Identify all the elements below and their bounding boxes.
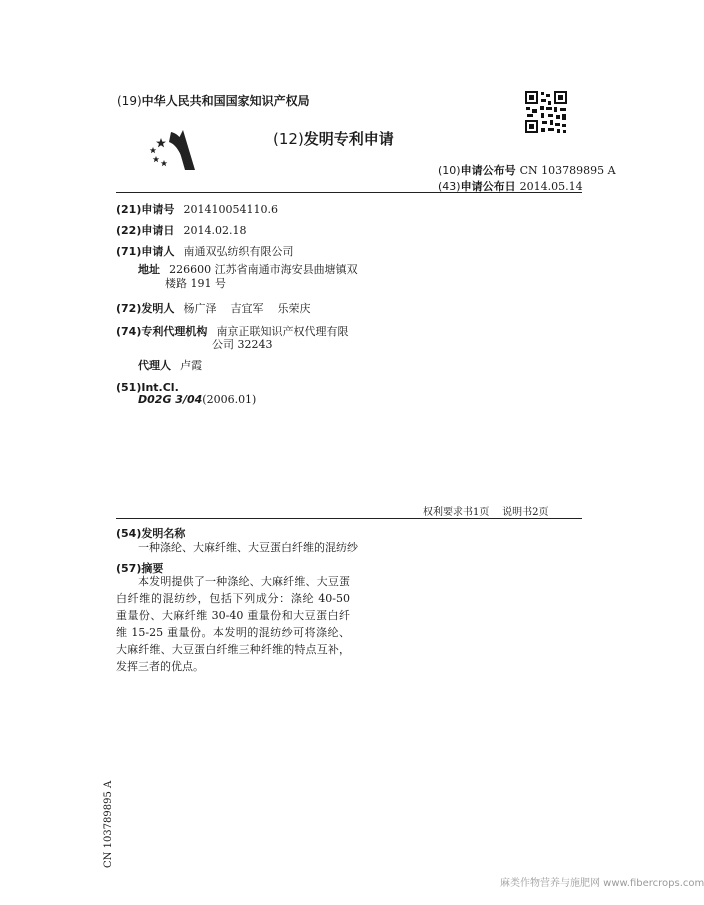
qr-code-icon: [524, 90, 568, 134]
applicant: (71)申请人 南通双弘纺织有限公司: [116, 245, 294, 258]
applicant-value: 南通双弘纺织有限公司: [183, 245, 294, 258]
office-name: 中华人民共和国国家知识产权局: [141, 94, 310, 108]
doc-type: 发明专利申请: [303, 130, 394, 148]
invention-title: 一种涤纶、大麻纤维、大豆蛋白纤维的混纺纱: [138, 541, 358, 554]
office-heading: [117, 92, 310, 109]
publication-number-value: CN 103789895 A: [519, 164, 616, 177]
inventors-value: 杨广泽 吉宜军 乐荣庆: [183, 302, 311, 315]
cnipa-emblem-icon: [147, 126, 197, 172]
abstract-heading: (57)摘要: [116, 562, 164, 575]
agency-line-1: 南京正联知识产权代理有限: [216, 325, 349, 338]
int-cl: (51)Int.Cl.: [116, 381, 179, 394]
ipc-class: D02G 3/04: [138, 393, 203, 406]
address-line-1: 226600 江苏省南通市海安县曲塘镇双: [169, 263, 358, 276]
address: 地址 226600 江苏省南通市海安县曲塘镇双: [138, 263, 358, 276]
abstract-text: 本发明提供了一种涤纶、大麻纤维、大豆蛋白纤维的混纺纱，包括下列成分：涤纶 40-50 重量份、大麻纤维 30-40 重量份和大豆蛋白纤维 15-25 重量份。本发明的混纺纱可将涤纶、大麻纤维、大豆蛋白纤维三种纤维的特点互补，发挥三者的优点。: [116, 575, 350, 673]
publication-date: (43)申请公布日 2014.05.14: [438, 180, 583, 193]
header-rule: [116, 192, 582, 193]
agent-value: 卢霞: [180, 359, 203, 372]
application-number: (21)申请号 201410054110.6: [116, 203, 278, 216]
publication-date-value: 2014.05.14: [519, 180, 583, 193]
application-number-value: 201410054110.6: [183, 203, 278, 216]
doc-type-code: (12): [273, 130, 304, 148]
doc-type-heading: [273, 128, 394, 149]
invention-title-heading: (54)发明名称: [116, 527, 186, 540]
application-date: (22)申请日 2014.02.18: [116, 224, 247, 237]
section-rule: [116, 518, 582, 519]
office-code: (19): [117, 94, 142, 108]
publication-number: (10)申请公布号 CN 103789895 A: [438, 164, 616, 177]
address-line-2: 楼路 191 号: [165, 277, 226, 290]
pages-info: 权利要求书1页 说明书2页: [423, 507, 549, 518]
side-publication-number: CN 103789895 A: [103, 780, 114, 868]
ipc-classification: [138, 393, 256, 406]
ipc-version: (2006.01): [202, 393, 257, 406]
inventors: (72)发明人 杨广泽 吉宜军 乐荣庆: [116, 302, 311, 315]
patent-agency: (74)专利代理机构 南京正联知识产权代理有限: [116, 325, 349, 338]
agency-line-2: 公司 32243: [212, 338, 273, 351]
agent: 代理人 卢霞: [138, 359, 203, 372]
application-date-value: 2014.02.18: [183, 224, 247, 237]
watermark: 麻类作物营养与施肥网 www.fibercrops.com: [500, 878, 704, 889]
